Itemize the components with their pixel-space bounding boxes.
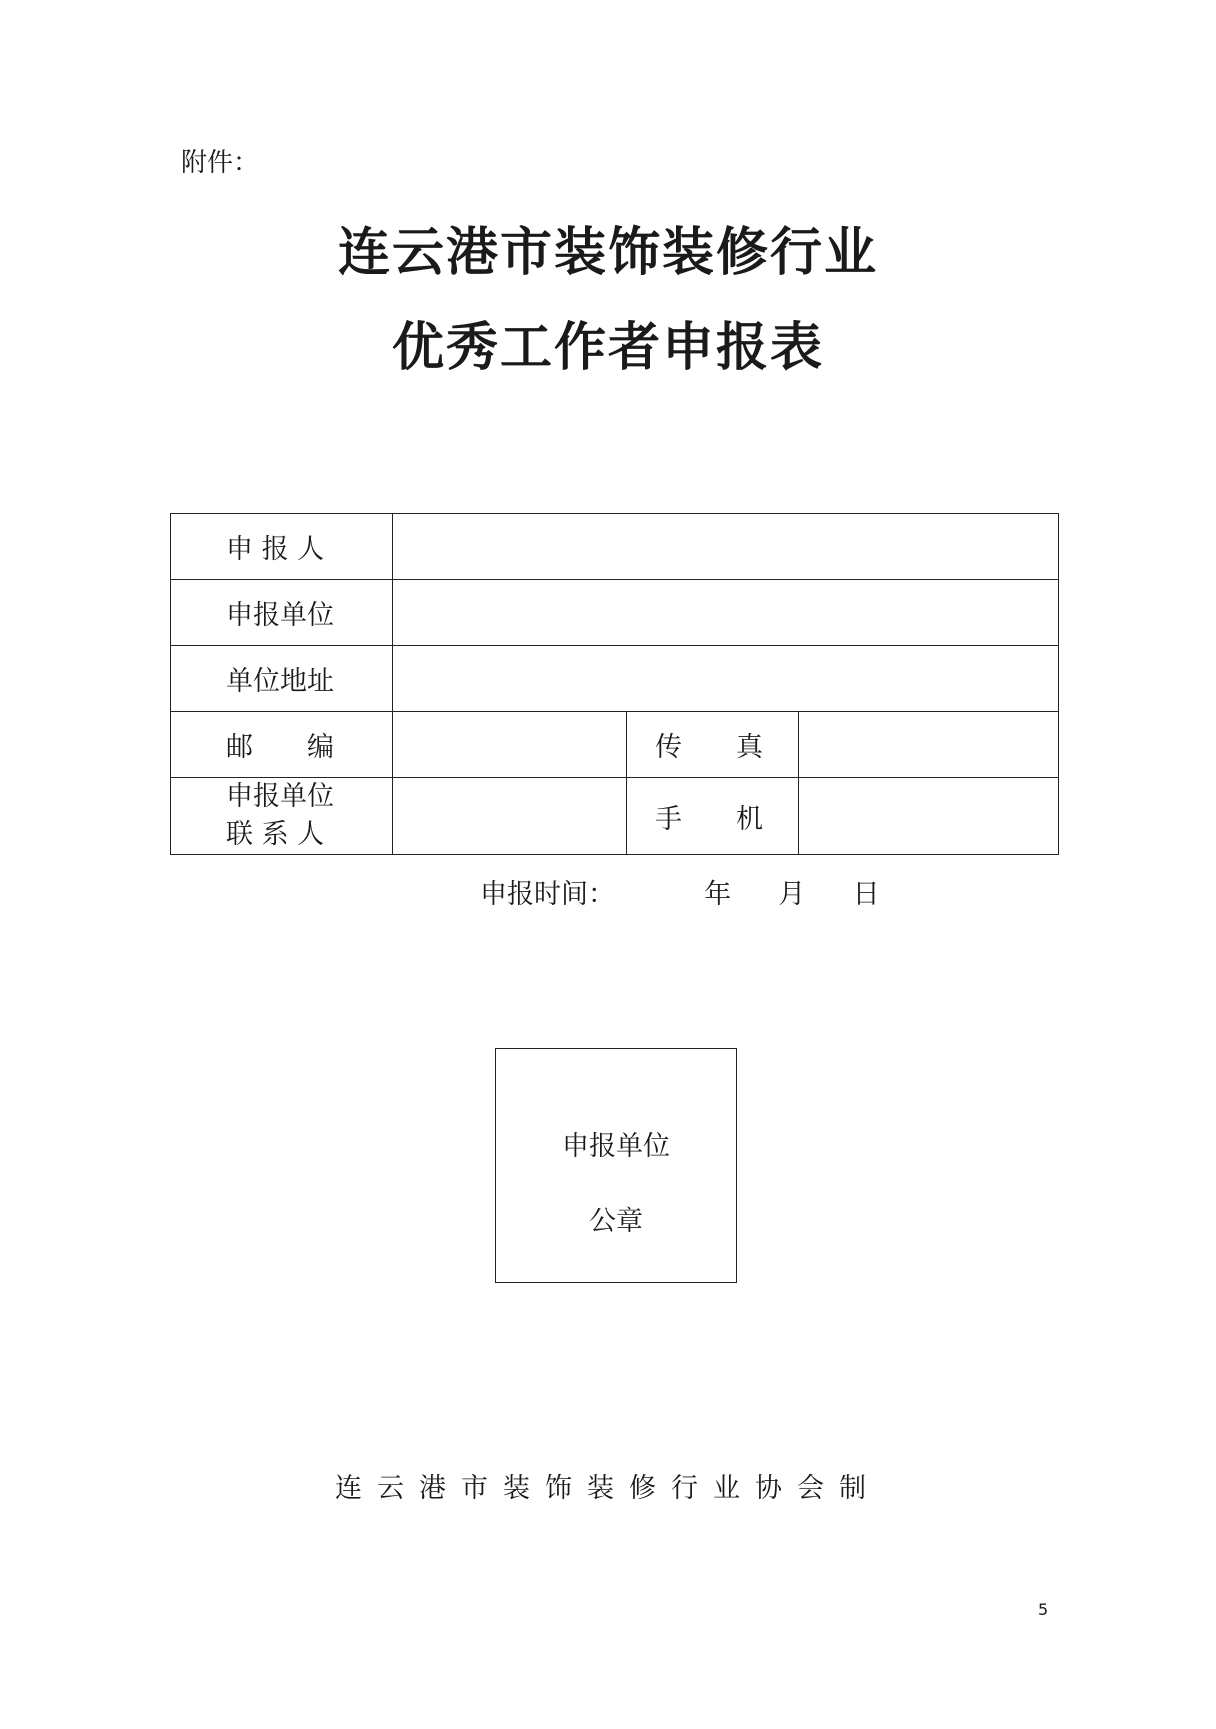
applicant-label: 申 报 人 bbox=[171, 514, 393, 580]
applicant-field[interactable] bbox=[393, 514, 1059, 580]
contact-mobile-row bbox=[171, 778, 1059, 855]
fax-label: 传 真 bbox=[627, 712, 799, 778]
seal-box bbox=[495, 1048, 737, 1283]
date-year: 年 bbox=[704, 879, 732, 910]
address-label: 单位地址 bbox=[171, 646, 393, 712]
application-form-table bbox=[170, 513, 1059, 855]
contact-label-line2: 联 系 人 bbox=[226, 819, 325, 850]
issuer-footer: 连云港市装饰装修行业协会制 bbox=[335, 1473, 881, 1504]
date-day: 日 bbox=[852, 879, 880, 910]
contact-label-line1: 申报单位 bbox=[226, 781, 334, 812]
seal-line2: 公章 bbox=[589, 1206, 643, 1237]
address-row bbox=[171, 646, 1059, 712]
seal-line1: 申报单位 bbox=[562, 1131, 670, 1162]
fax-field[interactable] bbox=[799, 712, 1059, 778]
attachment-label: 附件： bbox=[181, 148, 260, 178]
address-field[interactable] bbox=[393, 646, 1059, 712]
date-label: 申报时间： bbox=[480, 879, 615, 910]
postcode-field[interactable] bbox=[393, 712, 627, 778]
page-title-line2: 优秀工作者申报表 bbox=[391, 317, 824, 378]
page-number: 5 bbox=[1038, 1600, 1049, 1619]
mobile-field[interactable] bbox=[799, 778, 1059, 855]
unit-field[interactable] bbox=[393, 580, 1059, 646]
mobile-label: 手 机 bbox=[627, 778, 799, 855]
postcode-label: 邮 编 bbox=[171, 712, 393, 778]
contact-field[interactable] bbox=[393, 778, 627, 855]
contact-label bbox=[171, 778, 393, 855]
applicant-row bbox=[171, 514, 1059, 580]
postcode-fax-row bbox=[171, 712, 1059, 778]
application-date bbox=[480, 872, 880, 911]
unit-row bbox=[171, 580, 1059, 646]
page-title-line1: 连云港市装饰装修行业 bbox=[337, 222, 878, 283]
date-month: 月 bbox=[778, 879, 806, 910]
unit-label: 申报单位 bbox=[171, 580, 393, 646]
